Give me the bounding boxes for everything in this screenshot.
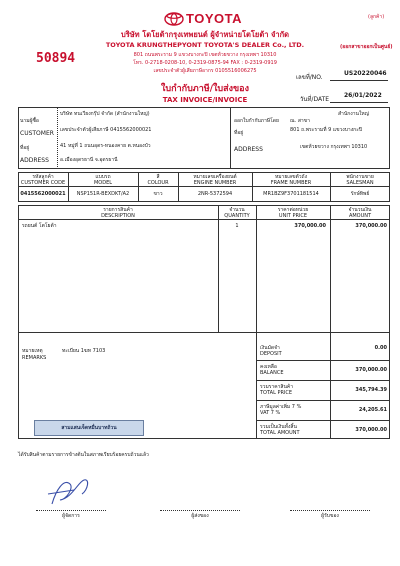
header-frame-number: หมายเลขตัวถัง FRAME NUMBER: [270, 174, 312, 186]
customer-address-line1: 41 หมู่ที่ 1 ถนนอุดร-หนองคาย ต.หนองบัว: [60, 143, 151, 149]
value-engine-number: 2NR-5372594: [197, 191, 233, 197]
summary-total-price-label: รวมราคาสินค้า TOTAL PRICE: [260, 384, 294, 396]
items-table: [18, 205, 390, 439]
header-salesman: พนักงานขาย SALESMAN: [346, 174, 374, 186]
value-model: NSP151R-BEXDKT/A2: [76, 191, 130, 197]
item-amount: 370,000.00: [355, 223, 387, 229]
branch-note: (ออกสาขาออกเป็นศูนย์): [340, 44, 393, 50]
item-unit-price: 370,000.00: [294, 223, 326, 229]
summary-balance-value: 370,000.00: [355, 367, 387, 373]
remarks-label-th: หมายเหตุ: [22, 348, 43, 354]
company-phone: โทร. 0-2718-0208-10, 0-2319-0875-94 FAX : 0-2319-0919: [133, 60, 277, 66]
remarks-value: ทะเบียน 1ฆท 7103: [62, 348, 106, 354]
header-colour: สี COLOUR: [147, 174, 169, 186]
footer-note: ได้รับสินค้าตามรายการข้างต้นในสภาพเรียบร้อยครบถ้วนแล้ว: [18, 452, 149, 458]
summary-vat-label: ภาษีมูลค่าเพิ่ม 7 % VAT 7 %: [260, 404, 302, 416]
title-th: ใบกำกับภาษี/ใบส่งของ: [161, 84, 249, 94]
date-value: 26/01/2022: [344, 92, 382, 99]
signature-manager-label: ผู้จัดการ: [62, 513, 80, 519]
issuer-address-line1: 801 ถ.พระรามที่ 9 แขวงบางกะปิ: [290, 127, 363, 133]
header-customer-code: รหัสลูกค้า CUSTOMER CODE: [20, 174, 66, 186]
customer-label-th: นามผู้ซื้อ: [20, 118, 39, 124]
summary-vat-value: 24,205.61: [358, 407, 387, 413]
manager-signature: [44, 470, 104, 510]
toyota-logo: [164, 10, 244, 28]
company-name-th: บริษัท โตโยต้ากรุงเทพยนต์ ผู้จำหน่ายโตโยต้า จำกัด: [120, 30, 290, 39]
summary-balance-label: คงเหลือ BALANCE: [260, 364, 284, 376]
header-amount: จำนวนเงิน AMOUNT: [348, 207, 372, 219]
customer-address-line2: อ.เมืองอุดรธานี จ.อุดรธานี: [60, 157, 118, 163]
summary-total-amount-label: รวมเป็นเงินทั้งสิ้น TOTAL AMOUNT: [260, 424, 300, 436]
customer-address-label-th: ที่อยู่: [20, 145, 30, 151]
signature-deliverer-label: ผู้ส่งของ: [191, 513, 209, 519]
customer-name: บริษัท ทนเวียงกรุ๊ป จำกัด (สำนักงานใหญ่): [60, 111, 150, 117]
company-address: 801 ถนนพระราม 9 แขวงบางกะปิ เขตห้วยขวาง กรุงเทพฯ 10310: [133, 52, 277, 58]
header-unit-price: ราคาต่อหน่วย UNIT PRICE: [277, 207, 309, 219]
copy-label: (ลูกค้า): [368, 14, 385, 20]
summary-deposit-value: 0.00: [374, 345, 387, 351]
header-quantity: จำนวน QUANTITY: [224, 207, 250, 219]
value-frame-number: MR1BZ9F3701181514: [263, 191, 319, 197]
issuer-branch-value: สำนักงานใหญ่: [338, 111, 369, 117]
value-colour: ขาว: [153, 191, 163, 197]
company-tax-id: เลขประจำตัวผู้เสียภาษีอากร 0105516006275: [153, 68, 257, 74]
document-number: 50894: [36, 51, 76, 66]
summary-total-amount-value: 370,000.00: [355, 427, 387, 433]
header-description: รายการสินค้า DESCRIPTION: [101, 207, 135, 219]
amount-words-box: [34, 420, 144, 436]
issuer-branch-label: ณ. สาขา: [290, 118, 310, 124]
customer-tax: เลขประจำตัวผู้เสียภาษี 0415562000021: [60, 127, 152, 133]
toyota-emblem-icon: [164, 12, 184, 26]
amount-in-words: สามแสนเจ็ดหมื่นบาทถ้วน: [61, 425, 117, 431]
header-model: แบบรถ MODEL: [93, 174, 113, 186]
summary-deposit-label: เงินมัดจำ DEPOSIT: [260, 345, 282, 357]
customer-label-en: CUSTOMER: [20, 130, 54, 137]
header-engine-number: หมายเลขเครื่องยนต์ ENGINE NUMBER: [193, 174, 237, 186]
value-salesman: รักษ์ทิพย์: [350, 191, 370, 197]
issuer-label: ออกใบกำกับภาษีโดย: [234, 118, 279, 124]
date-label: วันที่/DATE: [300, 96, 330, 103]
title-en: TAX INVOICE/INVOICE: [162, 96, 248, 104]
brand-name: TOYOTA: [186, 11, 242, 26]
doc-no-value: US20220046: [344, 70, 387, 77]
issuer-address-label-th: ที่อยู่: [234, 130, 244, 136]
remarks-label-en: REMARKS: [22, 355, 47, 361]
doc-no-label: เลขที่/NO.: [296, 74, 323, 81]
item-quantity: 1: [235, 223, 239, 229]
issuer-address-line2: เขตห้วยขวาง กรุงเทพฯ 10310: [300, 144, 368, 150]
issuer-address-label-en: ADDRESS: [234, 146, 263, 153]
item-description: รถยนต์ โตโยต้า: [22, 223, 57, 229]
company-name-en: TOYOTA KRUNGTHEPYONT TOYOTA'S DEALER Co., LTD.: [105, 41, 305, 49]
customer-address-label-en: ADDRESS: [20, 157, 49, 164]
value-customer-code: 0415562000021: [20, 191, 66, 197]
summary-total-price-value: 345,794.39: [355, 387, 387, 393]
signature-receiver-label: ผู้รับของ: [321, 513, 339, 519]
